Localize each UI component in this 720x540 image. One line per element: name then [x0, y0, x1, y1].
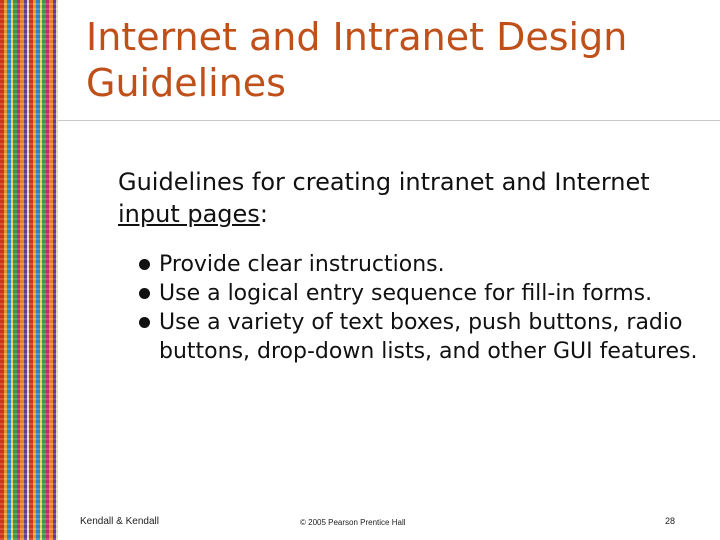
bullet-icon: [139, 259, 150, 270]
intro-text: [118, 166, 678, 230]
footer-author: Kendall & Kendall: [80, 516, 159, 527]
footer-page-number: 28: [665, 516, 676, 526]
intro-underlined-term: input pages: [118, 200, 260, 228]
bullet-item: [138, 308, 698, 366]
bullet-text: Use a variety of text boxes, push buttons, radio buttons, drop-down lists, and other GUI features.: [159, 310, 698, 364]
intro-text-start: Guidelines for creating intranet and Internet: [118, 168, 650, 196]
bullet-icon: [139, 288, 150, 299]
decorative-stripe-band: [0, 0, 58, 540]
bullet-item: [138, 250, 698, 279]
bullet-text: Provide clear instructions.: [159, 252, 445, 277]
footer-copyright: © 2005 Pearson Prentice Hall: [300, 518, 406, 527]
slide-title: Internet and Intranet Design Guidelines: [86, 15, 628, 105]
intro-text-end: :: [259, 200, 268, 228]
bullet-text: Use a logical entry sequence for fill-in forms.: [159, 281, 653, 306]
bullet-list: [138, 250, 698, 366]
title-divider: [58, 120, 720, 121]
bullet-icon: [139, 317, 150, 328]
bullet-item: [138, 279, 698, 308]
